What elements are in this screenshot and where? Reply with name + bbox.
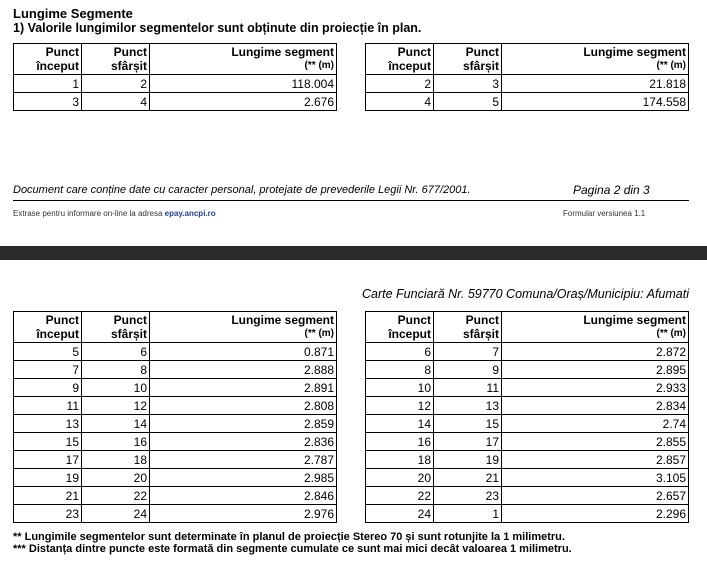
col-header-punct-inceput xyxy=(366,44,434,75)
cell-punct-sfarsit: 20 xyxy=(82,469,150,487)
col-header-line: Punct xyxy=(45,313,79,327)
cell-lungime: 2.857 xyxy=(502,451,689,469)
cell-lungime: 2.888 xyxy=(150,361,337,379)
cell-lungime: 2.859 xyxy=(150,415,337,433)
table-header-row xyxy=(366,44,689,75)
cell-lungime: 21.818 xyxy=(502,75,689,93)
cell-punct-sfarsit: 5 xyxy=(434,93,502,111)
table-row xyxy=(14,379,337,397)
col-header-line: început xyxy=(36,59,79,73)
cell-punct-sfarsit: 15 xyxy=(434,415,502,433)
footnote-rounding: ** Lungimile segmentelor sunt determinate în planul de proiecție Stereo 70 și sunt rotunjite la 1 milimetru. xyxy=(13,531,565,543)
cell-lungime: 2.657 xyxy=(502,487,689,505)
table-row xyxy=(366,397,689,415)
cell-punct-inceput: 20 xyxy=(366,469,434,487)
col-header-line: Punct xyxy=(45,45,79,59)
table-row xyxy=(14,397,337,415)
cell-lungime: 2.836 xyxy=(150,433,337,451)
cell-punct-sfarsit: 17 xyxy=(434,433,502,451)
col-header-line: Punct xyxy=(113,45,147,59)
cell-punct-inceput: 23 xyxy=(14,505,82,523)
col-header-line: Punct xyxy=(465,313,499,327)
cell-lungime: 2.296 xyxy=(502,505,689,523)
cell-lungime: 2.933 xyxy=(502,379,689,397)
cell-punct-sfarsit: 2 xyxy=(82,75,150,93)
cell-punct-inceput: 5 xyxy=(14,343,82,361)
col-header-punct-inceput xyxy=(366,312,434,343)
table-row xyxy=(366,415,689,433)
extras-link[interactable]: epay.ancpi.ro xyxy=(164,209,216,218)
col-header-unit: (** (m) xyxy=(656,328,686,339)
col-header-line: Punct xyxy=(113,313,147,327)
table-row xyxy=(14,451,337,469)
cell-punct-sfarsit: 18 xyxy=(82,451,150,469)
cell-punct-inceput: 8 xyxy=(366,361,434,379)
cell-punct-sfarsit: 4 xyxy=(82,93,150,111)
cell-lungime: 174.558 xyxy=(502,93,689,111)
cell-punct-inceput: 3 xyxy=(14,93,82,111)
cell-punct-sfarsit: 6 xyxy=(82,343,150,361)
table-row xyxy=(366,505,689,523)
table-row xyxy=(366,343,689,361)
cell-punct-inceput: 22 xyxy=(366,487,434,505)
col-header-line: sfârșit xyxy=(462,327,499,341)
cell-punct-sfarsit: 7 xyxy=(434,343,502,361)
col-header-line: sfârșit xyxy=(110,327,147,341)
cell-punct-inceput: 1 xyxy=(14,75,82,93)
cell-lungime: 2.895 xyxy=(502,361,689,379)
cell-lungime: 2.834 xyxy=(502,397,689,415)
cell-punct-sfarsit: 1 xyxy=(434,505,502,523)
cell-punct-inceput: 18 xyxy=(366,451,434,469)
cell-lungime: 3.105 xyxy=(502,469,689,487)
cell-lungime: 2.808 xyxy=(150,397,337,415)
cell-punct-sfarsit: 8 xyxy=(82,361,150,379)
cell-punct-sfarsit: 14 xyxy=(82,415,150,433)
cell-lungime: 0.871 xyxy=(150,343,337,361)
cell-punct-sfarsit: 3 xyxy=(434,75,502,93)
cell-punct-sfarsit: 16 xyxy=(82,433,150,451)
cell-lungime: 118.004 xyxy=(150,75,337,93)
cell-lungime: 2.872 xyxy=(502,343,689,361)
col-header-line: Punct xyxy=(397,313,431,327)
col-header-line: Punct xyxy=(397,45,431,59)
cell-punct-sfarsit: 10 xyxy=(82,379,150,397)
table-row xyxy=(366,451,689,469)
col-header-unit: (** (m) xyxy=(656,60,686,71)
extras-text: Extrase pentru informare on-line la adresa xyxy=(13,209,163,218)
cell-lungime: 2.846 xyxy=(150,487,337,505)
carte-funciara-header: Carte Funciară Nr. 59770 Comuna/Oraș/Municipiu: Afumati xyxy=(362,287,689,301)
formular-version: Formular versiunea 1.1 xyxy=(563,209,646,218)
table-row xyxy=(14,505,337,523)
table-header-row xyxy=(14,44,337,75)
table-row xyxy=(14,433,337,451)
cell-punct-inceput: 10 xyxy=(366,379,434,397)
cell-punct-sfarsit: 9 xyxy=(434,361,502,379)
col-header-line: început xyxy=(388,59,431,73)
table-row xyxy=(14,343,337,361)
col-header-line: Lungime segment xyxy=(583,45,686,59)
cell-lungime: 2.855 xyxy=(502,433,689,451)
extras-line xyxy=(13,209,216,218)
segment-table-top-right xyxy=(365,43,689,111)
cell-punct-sfarsit: 13 xyxy=(434,397,502,415)
col-header-lungime xyxy=(150,44,337,75)
col-header-line: sfârșit xyxy=(110,59,147,73)
table-row xyxy=(366,75,689,93)
cell-punct-sfarsit: 22 xyxy=(82,487,150,505)
table-row xyxy=(14,487,337,505)
table-header-row xyxy=(366,312,689,343)
cell-punct-inceput: 4 xyxy=(366,93,434,111)
col-header-line: Lungime segment xyxy=(583,313,686,327)
section-title: Lungime Segmente xyxy=(13,6,133,21)
col-header-punct-sfarsit xyxy=(82,312,150,343)
col-header-line: Lungime segment xyxy=(231,45,334,59)
section-subtitle: 1) Valorile lungimilor segmentelor sunt obținute din proiecție în plan. xyxy=(13,21,422,35)
cell-punct-sfarsit: 19 xyxy=(434,451,502,469)
cell-punct-inceput: 7 xyxy=(14,361,82,379)
cell-punct-sfarsit: 23 xyxy=(434,487,502,505)
table-row xyxy=(14,75,337,93)
cell-punct-inceput: 11 xyxy=(14,397,82,415)
table-row xyxy=(14,93,337,111)
col-header-lungime xyxy=(502,44,689,75)
cell-lungime: 2.985 xyxy=(150,469,337,487)
col-header-lungime xyxy=(150,312,337,343)
cell-punct-inceput: 17 xyxy=(14,451,82,469)
segment-table-bottom-left xyxy=(13,311,337,523)
table-header-row xyxy=(14,312,337,343)
cell-punct-inceput: 12 xyxy=(366,397,434,415)
cell-punct-inceput: 15 xyxy=(14,433,82,451)
footer-divider xyxy=(13,200,689,201)
cell-punct-inceput: 6 xyxy=(366,343,434,361)
segment-table-top-left xyxy=(13,43,337,111)
col-header-line: sfârșit xyxy=(462,59,499,73)
cell-punct-inceput: 21 xyxy=(14,487,82,505)
cell-punct-inceput: 16 xyxy=(366,433,434,451)
cell-punct-sfarsit: 12 xyxy=(82,397,150,415)
cell-punct-inceput: 19 xyxy=(14,469,82,487)
table-row xyxy=(366,93,689,111)
page-number: Pagina 2 din 3 xyxy=(573,183,650,197)
col-header-line: Punct xyxy=(465,45,499,59)
col-header-punct-inceput xyxy=(14,44,82,75)
col-header-punct-sfarsit xyxy=(434,312,502,343)
segment-table-bottom-right xyxy=(365,311,689,523)
cell-punct-sfarsit: 21 xyxy=(434,469,502,487)
table-row xyxy=(366,361,689,379)
cell-punct-sfarsit: 11 xyxy=(434,379,502,397)
table-row xyxy=(366,379,689,397)
footnote-distance: *** Distanța dintre puncte este formată din segmente cumulate ce sunt mai mici decât valoarea 1 milimetru. xyxy=(13,543,572,555)
col-header-punct-sfarsit xyxy=(434,44,502,75)
cell-lungime: 2.976 xyxy=(150,505,337,523)
col-header-line: început xyxy=(388,327,431,341)
cell-punct-inceput: 24 xyxy=(366,505,434,523)
cell-lungime: 2.74 xyxy=(502,415,689,433)
table-row xyxy=(366,469,689,487)
cell-punct-sfarsit: 24 xyxy=(82,505,150,523)
page-break-band xyxy=(0,246,707,260)
col-header-unit: (** (m) xyxy=(304,60,334,71)
col-header-lungime xyxy=(502,312,689,343)
cell-punct-inceput: 14 xyxy=(366,415,434,433)
col-header-line: început xyxy=(36,327,79,341)
table-row xyxy=(14,415,337,433)
cell-punct-inceput: 13 xyxy=(14,415,82,433)
table-row xyxy=(366,433,689,451)
privacy-note: Document care conține date cu caracter personal, protejate de prevederile Legii Nr. 677/2001. xyxy=(13,184,471,196)
table-row xyxy=(366,487,689,505)
table-row xyxy=(14,469,337,487)
table-row xyxy=(14,361,337,379)
cell-lungime: 2.787 xyxy=(150,451,337,469)
cell-punct-inceput: 2 xyxy=(366,75,434,93)
cell-punct-inceput: 9 xyxy=(14,379,82,397)
col-header-unit: (** (m) xyxy=(304,328,334,339)
cell-lungime: 2.676 xyxy=(150,93,337,111)
col-header-line: Lungime segment xyxy=(231,313,334,327)
cell-lungime: 2.891 xyxy=(150,379,337,397)
col-header-punct-inceput xyxy=(14,312,82,343)
col-header-punct-sfarsit xyxy=(82,44,150,75)
